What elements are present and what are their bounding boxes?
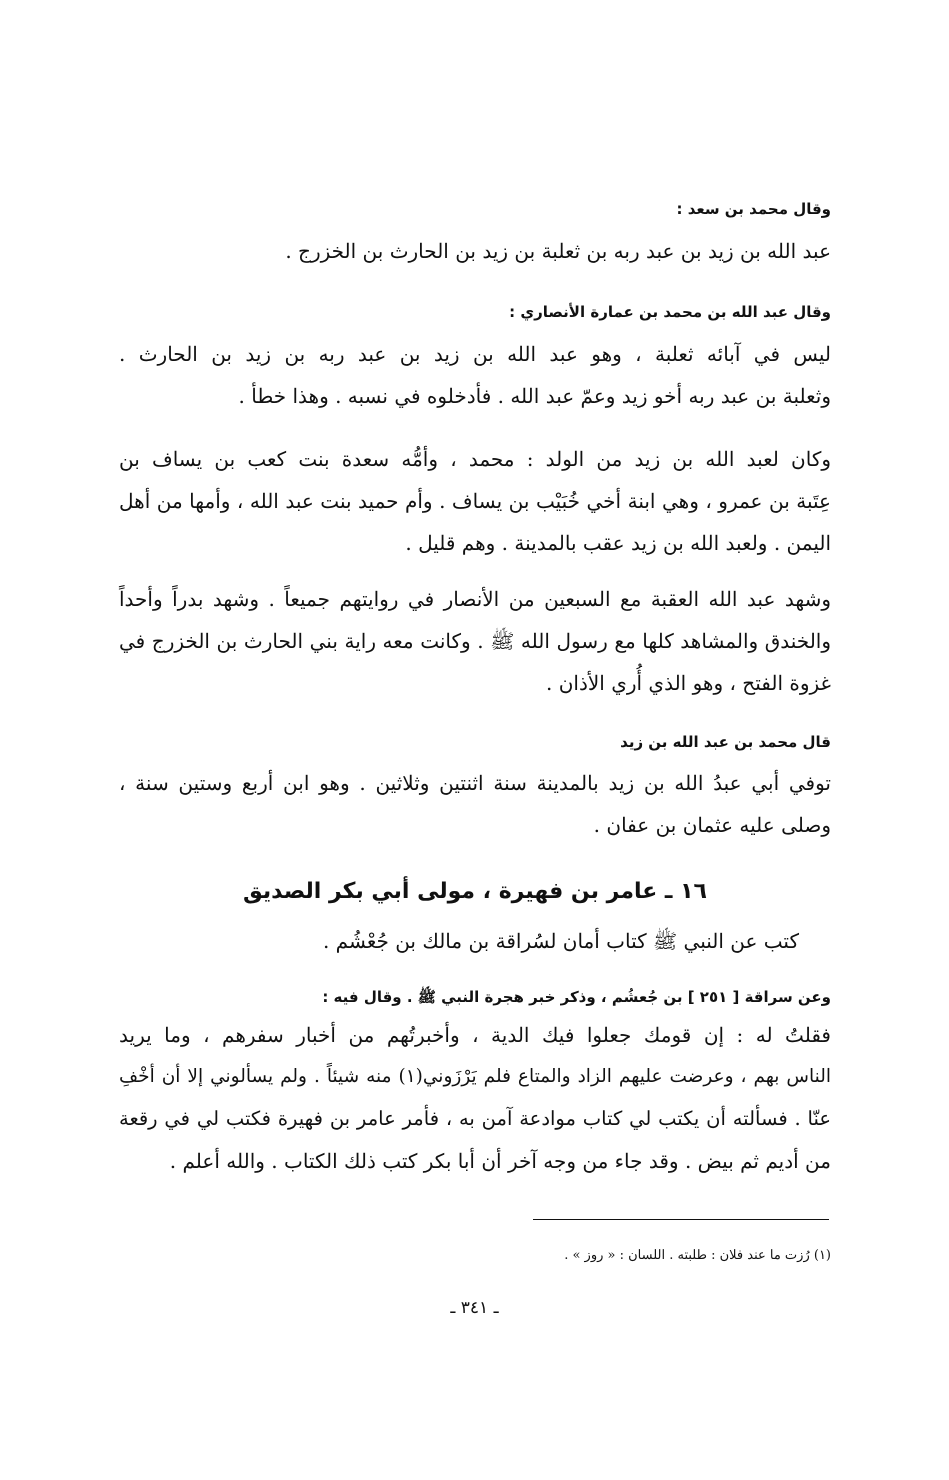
section-heading: ١٦ ـ عامر بن فهيرة ، مولى أبي بكر الصديق <box>243 879 707 904</box>
paragraph-battles <box>119 578 831 704</box>
paragraph-line: عبد الله بن زيد بن عبد ربه بن ثعلبة بن زيد بن الحارث بن الخزرج . <box>285 239 831 263</box>
paragraph-lineage-ibn-saad <box>119 230 831 272</box>
caption-ibn-saad: وقال محمد بن سعد : <box>676 200 831 218</box>
section-intro <box>119 920 799 962</box>
paragraph-line: وثعلبة بن عبد ربه أخو زيد وعمّ عبد الله . فأدخلوه في نسبه . وهذا خطأ . <box>238 384 831 408</box>
paragraph-death <box>119 762 831 846</box>
paragraph-line: وكان لعبد الله بن زيد من الولد : محمد ، وأمُّه سعدة بنت كعب بن يساف بن <box>119 447 831 471</box>
paragraph-line: اليمن . ولعبد الله بن زيد عقب بالمدينة . وهم قليل . <box>405 531 831 555</box>
paragraph-line: ليس في آبائه ثعلبة ، وهو عبد الله بن زيد بن عبد ربه بن زيد بن الحارث . <box>119 342 831 366</box>
paragraph-line: والخندق والمشاهد كلها مع رسول الله ﷺ . وكانت معه راية بني الحارث بن الخزرج في <box>119 629 832 653</box>
paragraph-line: توفي أبي عبدُ الله بن زيد بالمدينة سنة اثنتين وثلاثين . وهو ابن أربع وستين سنة ، <box>119 771 831 795</box>
caption-ibn-umara: وقال عبد الله بن محمد بن عمارة الأنصاري : <box>509 303 831 321</box>
paragraph-line: عنّا . فسألته أن يكتب لي كتاب موادعة آمن به ، فأمر عامر بن فهيرة فكتب لي في رقعة <box>119 1107 831 1130</box>
paragraph-line: عِتَبة بن عمرو ، وهي ابنة أخي خُبَيْب بن يساف . وأم حميد بنت عبد الله ، وأمها من أهل <box>119 489 831 513</box>
footnote: (١) رُزت ما عند فلان : طلبته . اللسان : « روز » . <box>564 1248 831 1263</box>
caption-suraqa: وعن سراقة [ ٢٥١ ] بن جُعشُم ، وذكر خبر هجرة النبي ﷺ . وقال فيه : <box>322 988 831 1006</box>
paragraph-line: من أديم ثم بيض . وقد جاء من وجه آخر أن أبا بكر كتب ذلك الكتاب . والله أعلم . <box>169 1149 831 1173</box>
paragraph-lineage-correction <box>119 333 831 417</box>
paragraph-line: وشهد عبد الله العقبة مع السبعين من الأنصار في روايتهم جميعاً . وشهد بدراً وأحداً <box>119 587 831 611</box>
paragraph-line: غزوة الفتح ، وهو الذي أُري الأذان . <box>546 671 831 695</box>
page-number: ـ ٣٤١ ـ <box>450 1298 499 1318</box>
paragraph-suraqa-narration <box>119 1014 831 1182</box>
paragraph-line: كتب عن النبي ﷺ كتاب أمان لسُراقة بن مالك بن جُعْشُم . <box>322 929 799 953</box>
paragraph-line: الناس بهم ، وعرضت عليهم الزاد والمتاع فلم يَرْزَوني(١) منه شيئاً . ولم يسألوني إلا أن أخْفِ <box>119 1066 832 1087</box>
paragraph-line: فقلتُ له : إن قومك جعلوا فيك الدية ، وأخبرتُهم من أخبار سفرهم ، وما يريد <box>119 1023 831 1047</box>
footnote-separator <box>533 1219 829 1220</box>
paragraph-children <box>119 438 831 564</box>
paragraph-line: وصلى عليه عثمان بن عفان . <box>593 813 831 837</box>
caption-muhammad-ibn-abdullah: قال محمد بن عبد الله بن زيد <box>620 733 831 751</box>
